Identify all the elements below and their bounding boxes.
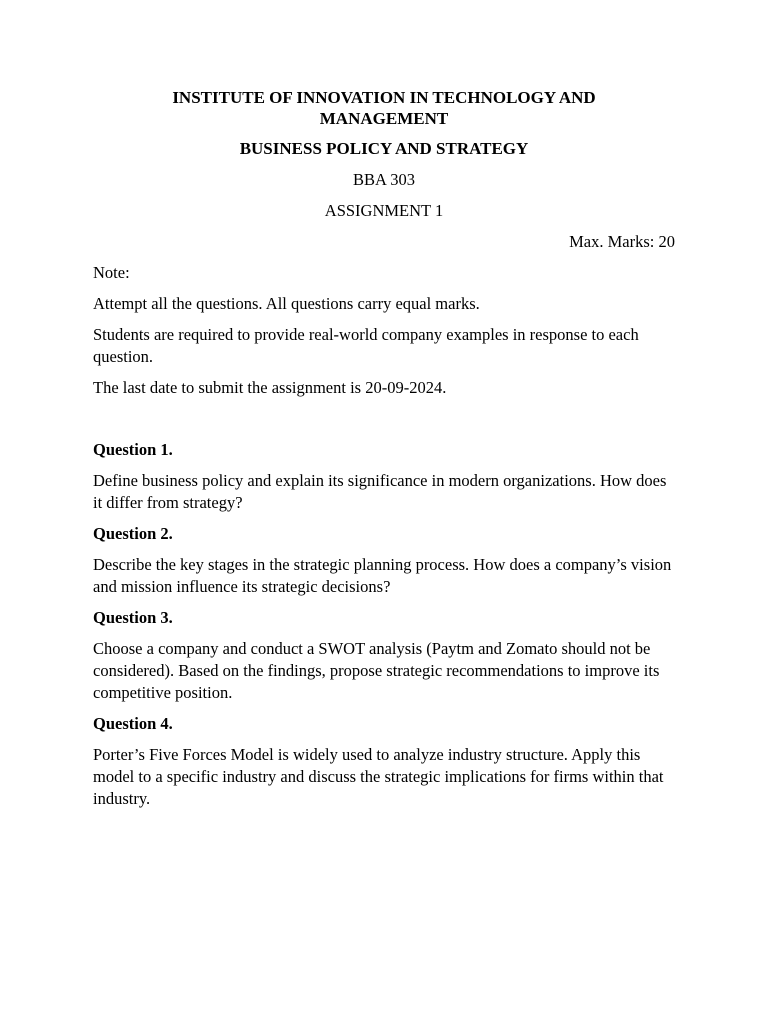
question-block-1 — [93, 439, 675, 514]
note-line-attempt: Attempt all the questions. All questions carry equal marks. — [93, 294, 480, 313]
question-heading: Question 3. — [93, 608, 173, 627]
question-text: Porter’s Five Forces Model is widely used to analyze industry structure. Apply this model to a specific industry and discuss the strategic implications for firms within that industry. — [93, 745, 664, 808]
note-line-examples: Students are required to provide real-world company examples in response to each question. — [93, 325, 639, 366]
question-heading: Question 4. — [93, 714, 173, 733]
section-spacer — [93, 408, 675, 439]
question-block-4 — [93, 713, 675, 810]
question-text: Choose a company and conduct a SWOT analysis (Paytm and Zomato should not be considered). Based on the findings, propose strategic recommendations to improve its competitive position. — [93, 639, 660, 702]
assignment-title: ASSIGNMENT 1 — [324, 201, 444, 220]
course-title: BUSINESS POLICY AND STRATEGY — [239, 139, 529, 158]
course-code: BBA 303 — [353, 170, 415, 189]
max-marks: Max. Marks: 20 — [569, 232, 675, 251]
note-label: Note: — [93, 263, 130, 282]
question-text: Define business policy and explain its significance in modern organizations. How does it differ from strategy? — [93, 471, 667, 512]
question-block-2 — [93, 523, 675, 598]
note-line-deadline: The last date to submit the assignment is 20-09-2024. — [93, 378, 447, 397]
question-heading: Question 1. — [93, 440, 173, 459]
question-heading: Question 2. — [93, 524, 173, 543]
institute-title: INSTITUTE OF INNOVATION IN TECHNOLOGY AND MANAGEMENT — [172, 88, 596, 128]
question-block-3 — [93, 607, 675, 704]
question-text: Describe the key stages in the strategic planning process. How does a company’s vision and mission influence its strategic decisions? — [93, 555, 672, 596]
